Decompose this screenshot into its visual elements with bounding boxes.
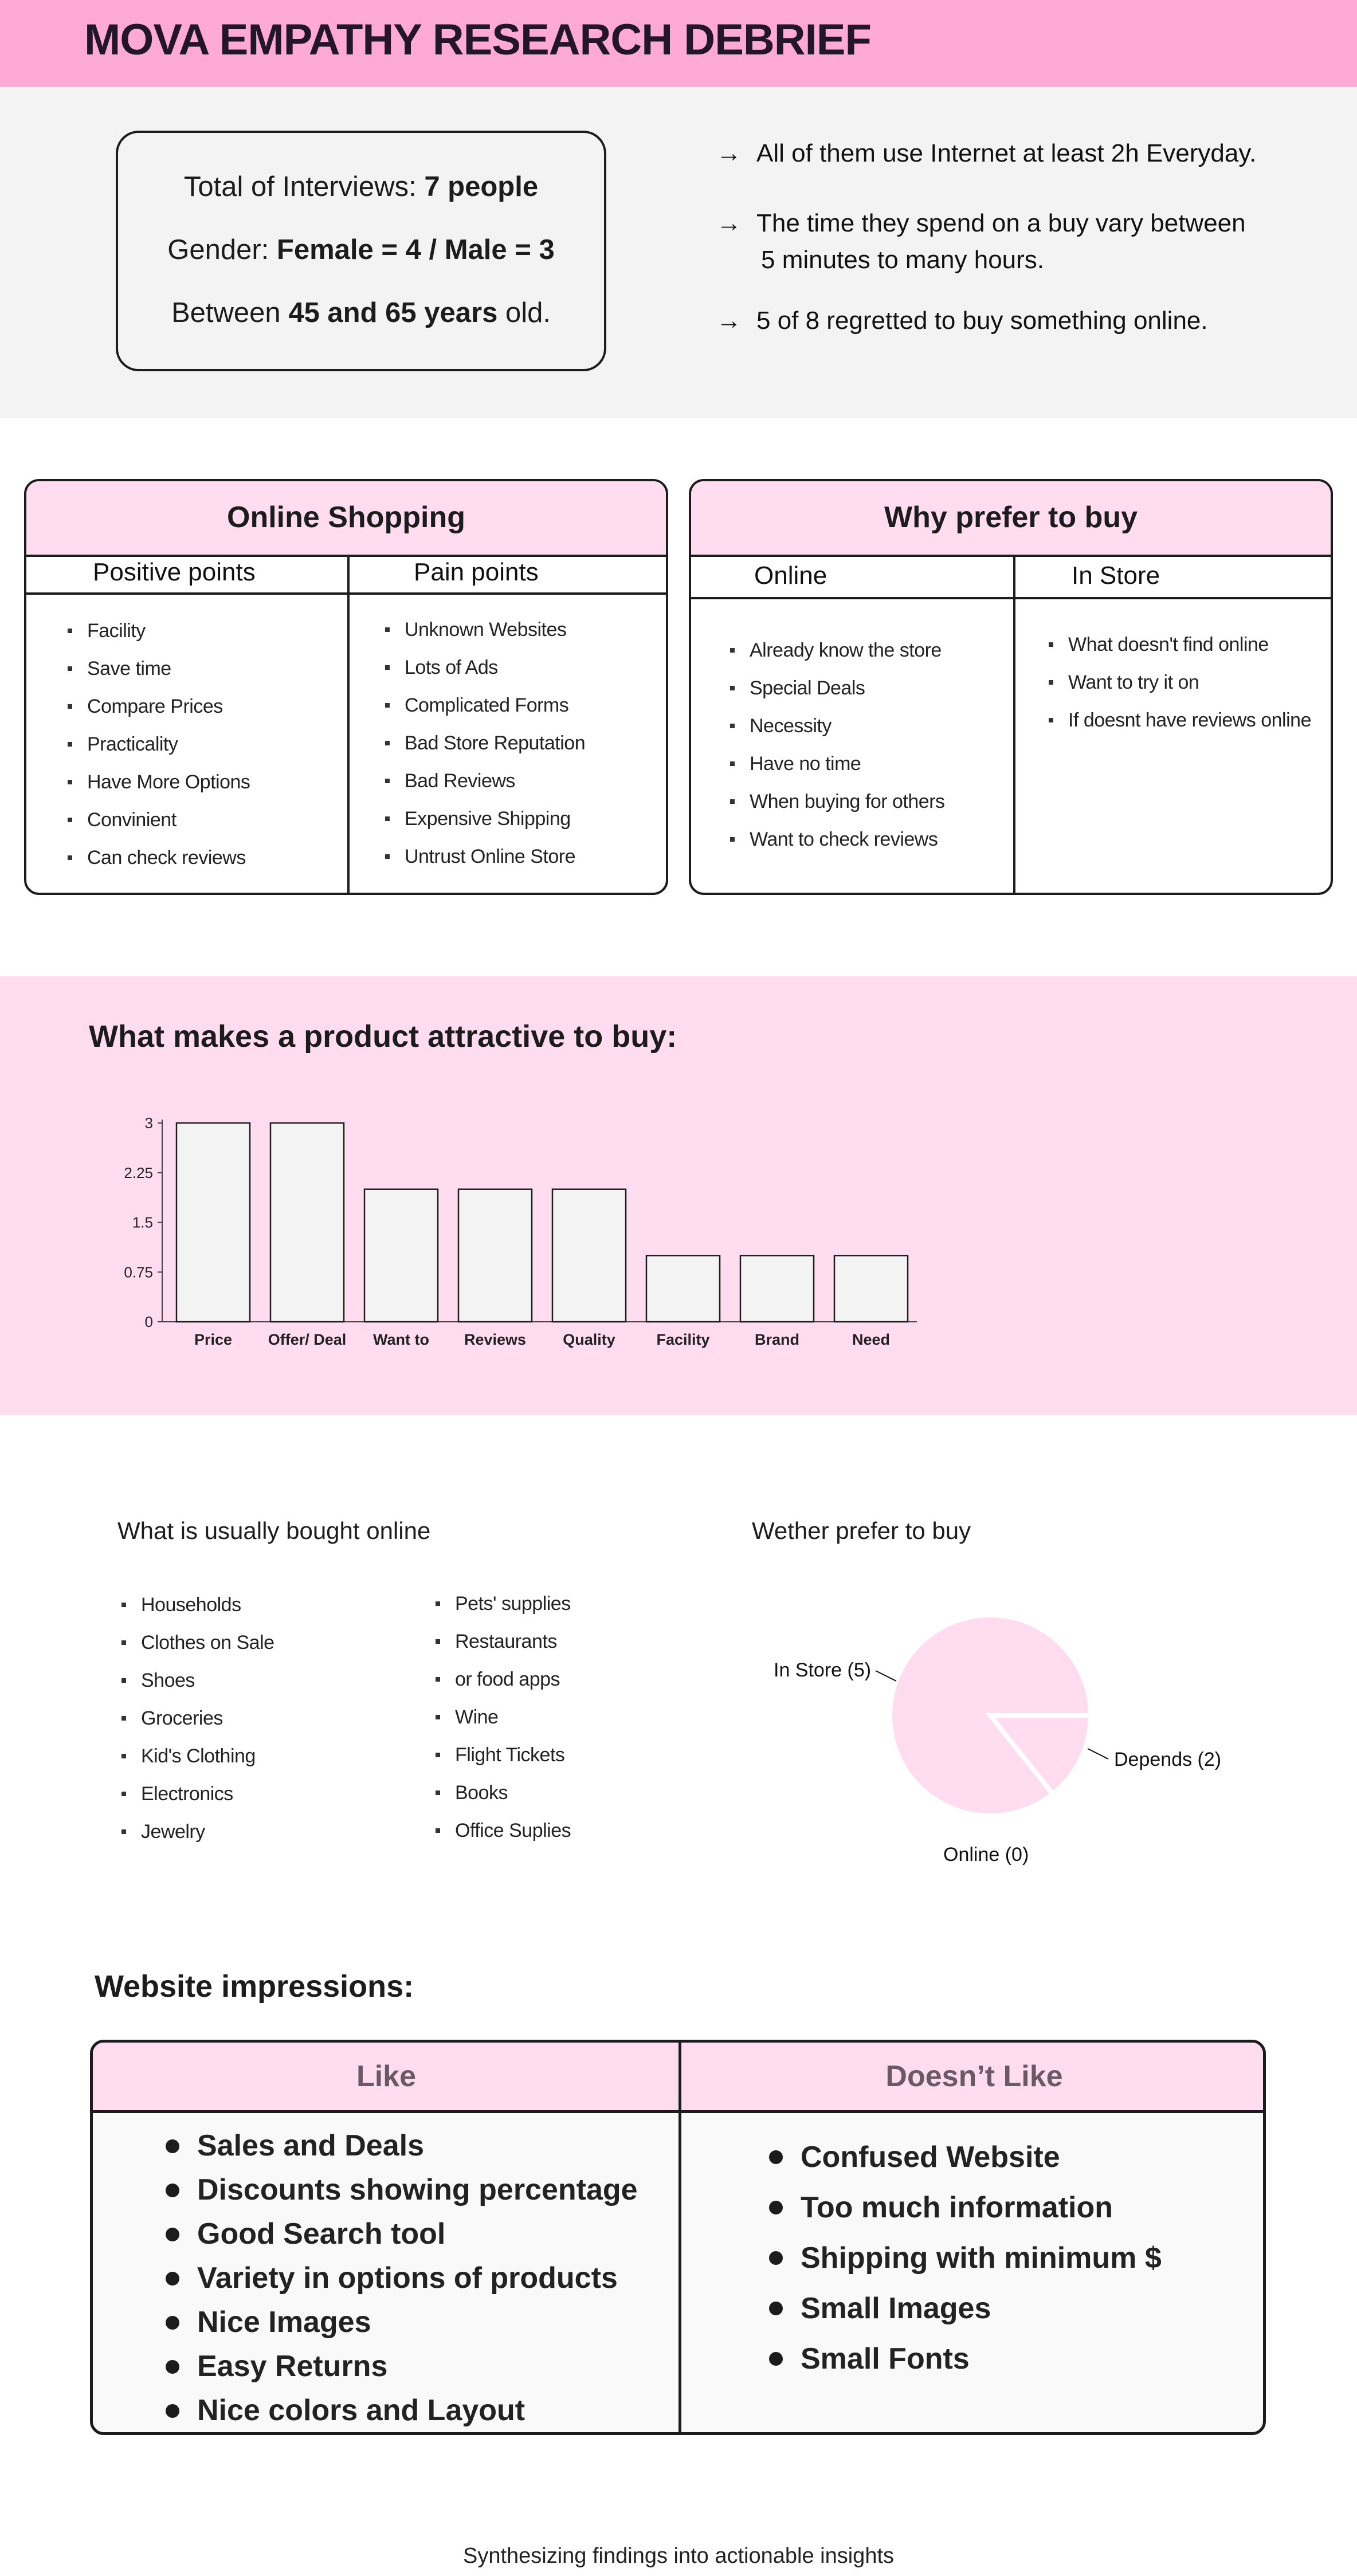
list-item: Good Search tool bbox=[166, 2212, 638, 2256]
list-item: Expensive Shipping bbox=[383, 800, 585, 838]
list-item: Bad Store Reputation bbox=[383, 724, 585, 762]
y-tick-label: 0 bbox=[144, 1313, 153, 1330]
leader-line bbox=[876, 1671, 896, 1681]
x-tick-label: Offer/ Deal bbox=[268, 1331, 347, 1348]
list-item: Already know the store bbox=[728, 631, 945, 669]
list-item: Wine bbox=[433, 1698, 571, 1736]
x-tick-label: Price bbox=[194, 1331, 233, 1348]
list-item: Office Suplies bbox=[433, 1812, 571, 1849]
list-item: Pets' supplies bbox=[433, 1585, 571, 1623]
list-item: Easy Returns bbox=[166, 2345, 638, 2389]
pie-label-online: Online (0) bbox=[943, 1844, 1029, 1866]
arrow-right-icon: → bbox=[716, 139, 742, 167]
list-item: Unknown Websites bbox=[383, 611, 585, 649]
list-item: Have More Options bbox=[65, 763, 250, 801]
list-item: Practicality bbox=[65, 725, 250, 763]
divider bbox=[678, 2043, 681, 2435]
list-item: Save time bbox=[65, 650, 250, 688]
list-item: Compare Prices bbox=[65, 688, 250, 725]
list-item: Have no time bbox=[728, 745, 945, 783]
dislike-header: Doesn’t Like bbox=[680, 2043, 1266, 2113]
list-item: Lots of Ads bbox=[383, 649, 585, 686]
pie-label-depends: Depends (2) bbox=[1114, 1749, 1222, 1770]
list-item: Households bbox=[119, 1586, 274, 1624]
list-item: Flight Tickets bbox=[433, 1736, 571, 1774]
list-item: Confused Website bbox=[769, 2132, 1162, 2182]
list-item: Want to check reviews bbox=[728, 820, 945, 858]
y-tick-label: 3 bbox=[144, 1114, 153, 1132]
list-item: Shoes bbox=[119, 1662, 274, 1699]
list-item: Electronics bbox=[119, 1775, 274, 1813]
leader-line bbox=[1088, 1749, 1108, 1759]
list-item: Nice Images bbox=[166, 2300, 638, 2345]
chart-title: What makes a product attractive to buy: bbox=[89, 1019, 677, 1054]
dislike-list bbox=[769, 2132, 1162, 2384]
website-impressions-title: Website impressions: bbox=[95, 1969, 414, 2004]
x-tick-label: Reviews bbox=[464, 1331, 527, 1348]
pain-points-header: Pain points bbox=[414, 558, 539, 586]
y-tick-label: 2.25 bbox=[124, 1164, 153, 1181]
list-item: Restaurants bbox=[433, 1623, 571, 1660]
like-list bbox=[166, 2124, 638, 2433]
x-tick-label: Need bbox=[852, 1331, 891, 1348]
list-item: Special Deals bbox=[728, 669, 945, 707]
y-tick-label: 1.5 bbox=[132, 1214, 153, 1231]
list-item: Untrust Online Store bbox=[383, 838, 585, 875]
list-item: Convinient bbox=[65, 801, 250, 839]
x-tick-label: Brand bbox=[754, 1331, 800, 1348]
list-item: Sales and Deals bbox=[166, 2124, 638, 2168]
list-item: Shipping with minimum $ bbox=[769, 2233, 1162, 2283]
list-item: Books bbox=[433, 1774, 571, 1812]
list-item: What doesn't find online bbox=[1046, 626, 1311, 663]
list-item: Discounts showing percentage bbox=[166, 2168, 638, 2212]
age-stat: Between 45 and 65 years old. bbox=[171, 297, 551, 328]
interviews-stat: Total of Interviews: 7 people bbox=[183, 171, 539, 202]
in-store-header: In Store bbox=[1072, 561, 1160, 590]
pie-label-in-store: In Store (5) bbox=[774, 1659, 872, 1681]
list-item: Small Fonts bbox=[769, 2334, 1162, 2384]
x-tick-label: Facility bbox=[656, 1331, 710, 1348]
online-header: Online bbox=[754, 561, 827, 590]
website-impressions-card bbox=[90, 2040, 1266, 2435]
arrow-right-icon: → bbox=[716, 209, 742, 237]
list-item: Small Images bbox=[769, 2283, 1162, 2334]
list-item: Can check reviews bbox=[65, 839, 250, 877]
list-item: Nice colors and Layout bbox=[166, 2389, 638, 2433]
list-item: Want to try it on bbox=[1046, 663, 1311, 701]
prefer-pie-title: Wether prefer to buy bbox=[752, 1517, 971, 1544]
list-item: Necessity bbox=[728, 707, 945, 745]
gender-stat: Gender: Female = 4 / Male = 3 bbox=[167, 234, 555, 265]
bought-online-title: What is usually bought online bbox=[117, 1517, 431, 1544]
y-tick-label: 0.75 bbox=[124, 1263, 153, 1281]
list-item: Variety in options of products bbox=[166, 2256, 638, 2300]
list-item: Groceries bbox=[119, 1699, 274, 1737]
list-item: Jewelry bbox=[119, 1813, 274, 1851]
list-item: Clothes on Sale bbox=[119, 1624, 274, 1662]
list-item: or food apps bbox=[433, 1660, 571, 1698]
list-item: Kid's Clothing bbox=[119, 1737, 274, 1775]
list-item: Bad Reviews bbox=[383, 762, 585, 800]
online-shopping-title: Online Shopping bbox=[26, 481, 666, 557]
arrow-right-icon: → bbox=[716, 307, 742, 335]
list-item: When buying for others bbox=[728, 783, 945, 820]
x-tick-label: Want to bbox=[373, 1331, 429, 1348]
list-item: Facility bbox=[65, 612, 250, 650]
x-tick-label: Quality bbox=[563, 1331, 615, 1348]
list-item: If doesnt have reviews online bbox=[1046, 701, 1311, 739]
page-title: MOVA EMPATHY RESEARCH DEBRIEF bbox=[84, 15, 871, 64]
footer-tagline: Synthesizing findings into actionable insights bbox=[462, 2544, 895, 2568]
list-item: Complicated Forms bbox=[383, 686, 585, 724]
like-header: Like bbox=[93, 2043, 680, 2113]
why-prefer-title: Why prefer to buy bbox=[691, 481, 1331, 557]
list-item: Too much information bbox=[769, 2182, 1162, 2233]
positive-points-header: Positive points bbox=[93, 558, 256, 586]
